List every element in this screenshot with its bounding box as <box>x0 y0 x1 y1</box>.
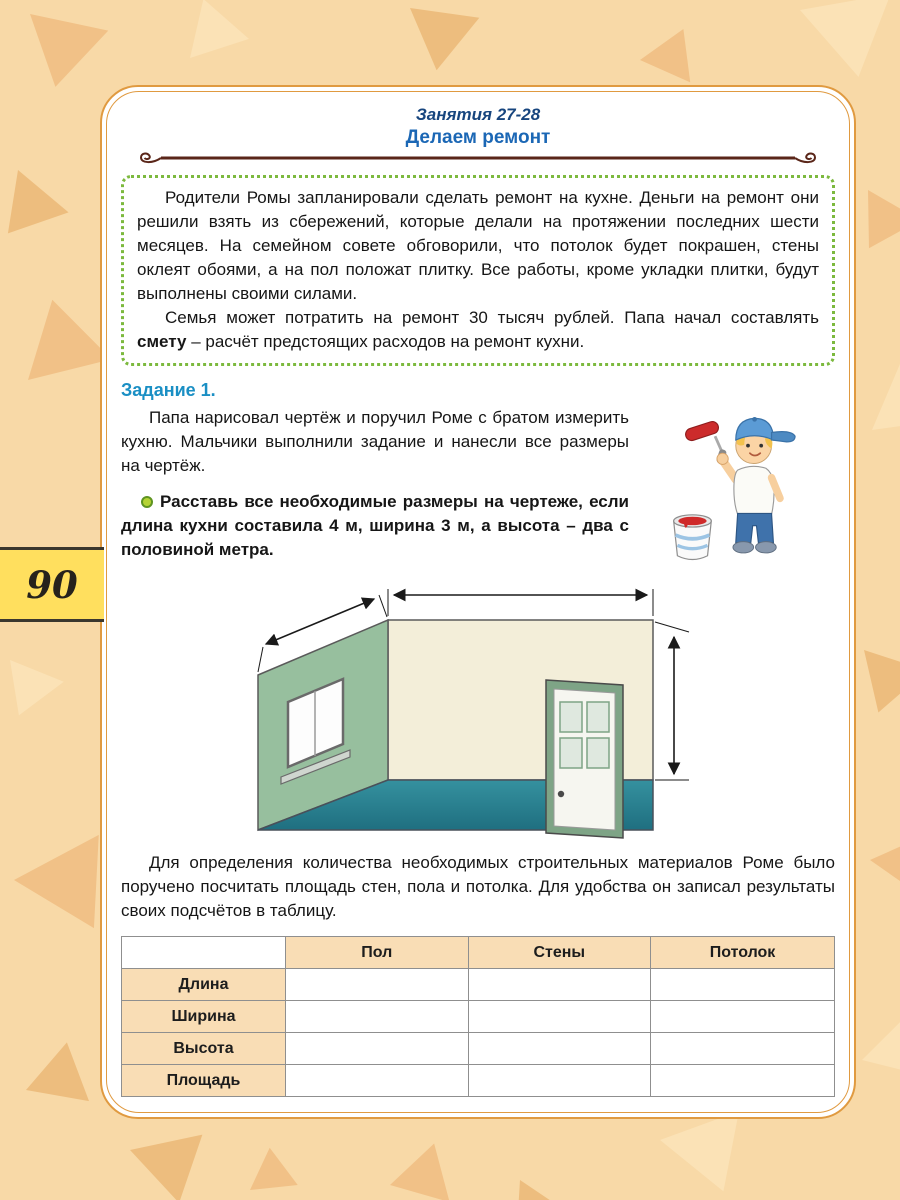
answer-cell <box>468 1065 651 1097</box>
row-header-area: Площадь <box>122 1065 286 1097</box>
room-door <box>546 680 623 838</box>
answer-cell <box>468 1033 651 1065</box>
answer-cell <box>285 969 468 1001</box>
task1-heading: Задание 1. <box>121 380 216 400</box>
row-header-length: Длина <box>122 969 286 1001</box>
intro-paragraph-2-start: Семья может потратить на ремонт 30 тысяч рублей. Папа начал составлять <box>165 308 819 327</box>
measurements-table <box>121 936 835 1097</box>
table-row-area <box>122 1065 835 1097</box>
bullet-icon <box>141 496 153 508</box>
boy-shirt <box>734 466 774 514</box>
answer-cell <box>285 1001 468 1033</box>
table-intro-paragraph: Для определения количества необходимых строительных материалов Роме было поручено посчитать площадь стен, пола и потолка. Для удобства он записал результаты своих подсчётов в таблицу. <box>121 853 835 920</box>
room-figure-wrap <box>121 580 835 845</box>
task1-paragraph: Папа нарисовал чертёж и поручил Роме с братом измерить кухню. Мальчики выполнили задание и нанесли все размеры на чертёж. <box>121 408 629 475</box>
page-number-tab <box>0 547 104 622</box>
height-dimension-arrow <box>655 622 689 780</box>
column-header-walls: Стены <box>468 937 651 969</box>
boy-arm <box>724 462 736 480</box>
ornamental-divider <box>133 150 823 166</box>
length-dimension-arrow <box>388 589 653 616</box>
page-header <box>121 104 835 166</box>
kitchen-room-drawing <box>243 580 713 845</box>
answer-cell <box>285 1065 468 1097</box>
table-row-length <box>122 969 835 1001</box>
boy-shoe-left <box>733 542 754 553</box>
page-title: Делаем ремонт <box>405 127 551 148</box>
intro-paragraph-2-end: – расчёт предстоящих расходов на ремонт кухни. <box>186 332 585 351</box>
worksheet-card-inner <box>106 91 850 1113</box>
answer-cell <box>651 969 835 1001</box>
intro-text-box <box>121 175 835 366</box>
lesson-label: Занятия 27-28 <box>415 105 541 124</box>
table-row-width <box>122 1001 835 1033</box>
column-header-ceiling: Потолок <box>651 937 835 969</box>
estimate-term-bold: смету <box>137 332 187 351</box>
table-corner-cell <box>122 937 286 969</box>
task1-section <box>121 406 835 568</box>
boy-illustration-wrap <box>629 406 835 568</box>
row-header-width: Ширина <box>122 1001 286 1033</box>
table-header-row <box>122 937 835 969</box>
row-header-height: Высота <box>122 1033 286 1065</box>
answer-cell <box>651 1001 835 1033</box>
answer-cell <box>651 1065 835 1097</box>
answer-cell <box>651 1033 835 1065</box>
answer-cell <box>468 969 651 1001</box>
column-header-floor: Пол <box>285 937 468 969</box>
worksheet-card <box>100 85 856 1119</box>
task1-text-column <box>121 406 629 562</box>
answer-cell <box>468 1001 651 1033</box>
intro-paragraph-1: Родители Ромы запланировали сделать ремонт на кухне. Деньги на ремонт они решили взять из сбережений, которые делали на протяжении последних шести месяцев. На семейном совете обговорили, что потолок будет покрашен, стены оклеят обоями, а на пол положат плитку. Все работы, кроме укладки плитки, будут выполнены своими силами. <box>137 188 819 303</box>
boy-painter-illustration <box>646 408 818 568</box>
task1-bullet-text: Расставь все необходимые размеры на чертеже, если длина кухни составила 4 м, ширина 3 м, а высота – два с половиной метра. <box>121 492 629 559</box>
paint-bucket-icon <box>674 515 712 560</box>
task1-bullet-item <box>121 490 629 562</box>
answer-cell <box>285 1033 468 1065</box>
intro-paragraph-2 <box>137 306 819 354</box>
page-number: 90 <box>26 562 78 607</box>
table-row-height <box>122 1033 835 1065</box>
paint-roller-icon <box>684 420 728 464</box>
boy-jeans <box>736 513 774 542</box>
boy-shoe-right <box>756 542 777 553</box>
